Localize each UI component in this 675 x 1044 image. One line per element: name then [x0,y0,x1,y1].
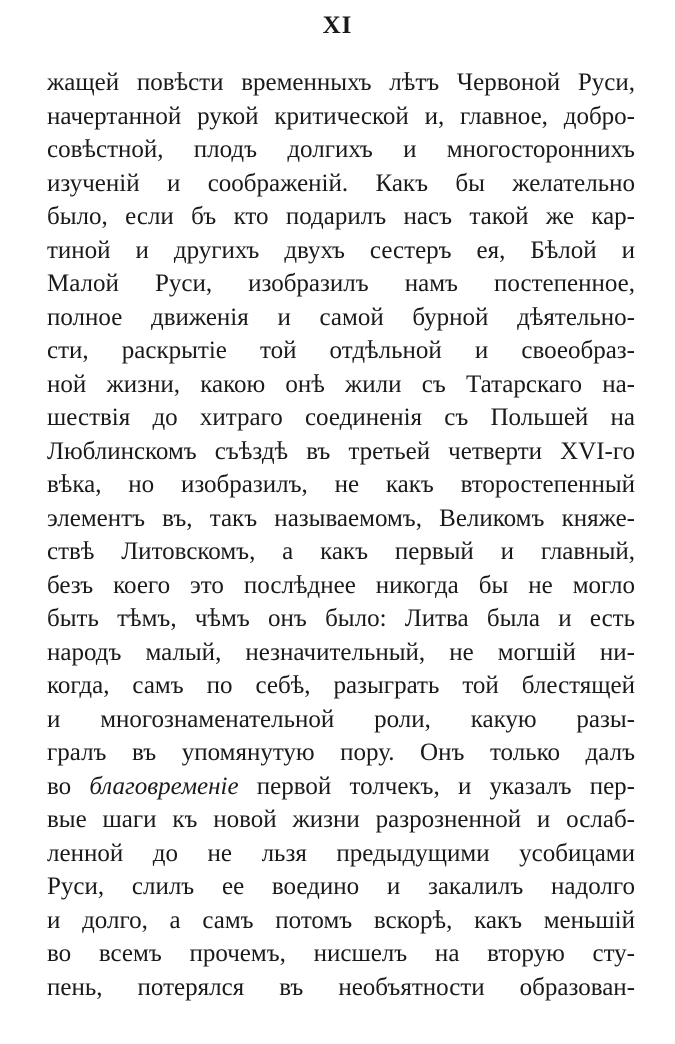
text-line: вѣка, но изобразилъ, не какъ второстепенный [47,471,635,498]
text-line: быть тѣмъ, чѣмъ онъ было: Литва была и есть [47,605,635,632]
text-line: вые шаги къ новой жизни разрозненной и ослаб- [47,806,635,833]
page-number: XI [322,12,353,39]
text-line: ленной до не льзя предыдущими усобицами [47,839,635,867]
text-line: пень, потерялся въ необъятности образован- [47,973,635,1001]
text-line: когда, самъ по себѣ, разыграть той блестящей [47,672,635,699]
line-segment: первой толчекъ, и указалъ пер- [238,772,636,800]
text-line: Малой Руси, изобразилъ намъ постепенное, [47,270,635,297]
text-line: жащей повѣсти временныхъ лѣтъ Червоной Руси, [47,69,635,96]
text-line: начертанной рукой критической и, главное, добро- [47,102,635,130]
line-segment: во [47,772,90,800]
text-line: шествія до хитраго соединенія съ Польшей на [47,404,635,431]
body-text [47,66,635,1004]
text-line: гралъ въ упомянутую пору. Онъ только далъ [47,739,635,766]
text-line: тиной и другихъ двухъ сестеръ ея, Бѣлой и [47,236,635,264]
text-line: сти, раскрытіе той отдѣльной и своеобраз- [47,337,635,364]
text-line: совѣстной, плодъ долгихъ и многостороннихъ [47,136,635,163]
text-line: Руси, слилъ ее воедино и закалилъ надолго [47,873,635,900]
text-line: во всемъ прочемъ, нисшелъ на вторую сту- [47,940,635,967]
text-line: изученій и соображеній. Какъ бы желательно [47,169,635,197]
text-line: ной жизни, какою онѣ жили съ Татарскаго на- [47,370,635,398]
text-line: безъ коего это послѣднее никогда бы не могло [47,571,635,599]
text-line: элементъ въ, такъ называемомъ, Великомъ княже- [47,504,635,532]
text-line: народъ малый, незначительный, не могшій ни- [47,638,635,666]
text-line: было, если бъ кто подарилъ насъ такой же кар- [47,203,635,230]
text-line: полное движенія и самой бурной дѣятельно- [47,303,635,331]
text-line: и долго, а самъ потомъ вскорѣ, какъ меньшій [47,906,635,934]
text-line-with-italic [47,770,635,804]
text-line: ствѣ Литовскомъ, а какъ первый и главный, [47,538,635,565]
text-line: Люблинскомъ съѣздѣ въ третьей четверти XVI-го [47,437,635,465]
italic-word: благовременіе [89,772,239,800]
text-line: и многознаменательной роли, какую разы- [47,705,635,733]
